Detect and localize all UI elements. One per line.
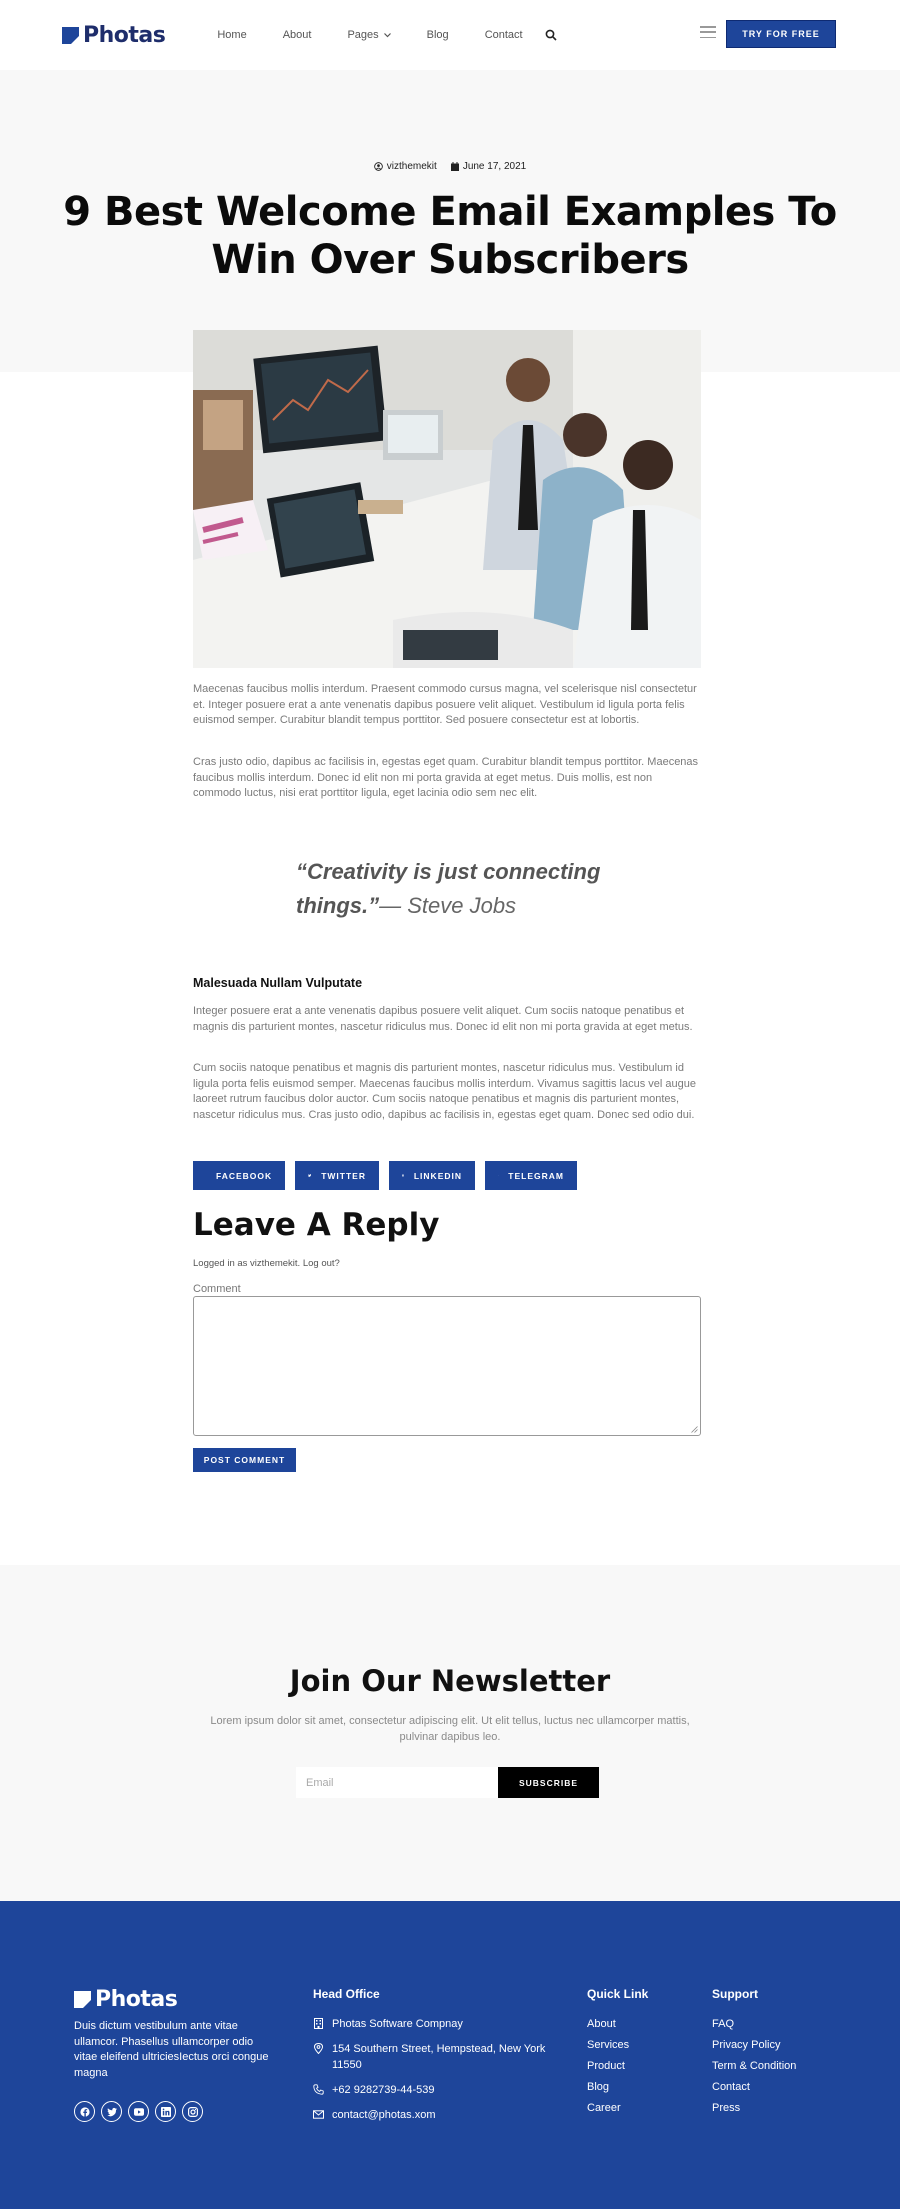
newsletter-title: Join Our Newsletter bbox=[289, 1664, 611, 1698]
comment-textarea[interactable] bbox=[193, 1296, 701, 1436]
instagram-link[interactable] bbox=[182, 2101, 203, 2122]
newsletter-section bbox=[0, 1565, 900, 1901]
resize-handle-icon[interactable] bbox=[691, 1426, 698, 1433]
nav-about[interactable] bbox=[265, 29, 330, 41]
footer-about: Duis dictum vestibulum ante vitae ullamcor. Phasellus ullamcorper odio vitae eleifend ultriciesIectus orci congue magna bbox=[74, 2020, 269, 2079]
share-facebook-button[interactable] bbox=[193, 1161, 285, 1190]
instagram-icon bbox=[188, 2107, 198, 2117]
company-name: Photas Software Compnay bbox=[332, 2018, 463, 2030]
linkedin-icon bbox=[402, 1170, 404, 1181]
chevron-down-icon bbox=[384, 33, 391, 38]
company-row bbox=[313, 2016, 553, 2032]
post-comment-button[interactable]: POST COMMENT bbox=[193, 1448, 296, 1472]
support-title: Support bbox=[712, 1987, 758, 2001]
nav-pages-label: Pages bbox=[347, 29, 379, 41]
post-paragraph-4: Cum sociis natoque penatibus et magnis dis parturient montes, nascetur ridiculus mus. Vestibulum id ligula porta felis euismod semper. Maecenas faucibus mollis interdum. Vivamus sagittis lacus vel augue laoreet rutrum faucibus dolor auctor. Cum sociis natoque penatibus et magnis dis parturient montes, nascetur ridiculus mus. Cras justo odio, dapibus ac facilisis in, egestas eget quam. Donec sed odio dui. bbox=[193, 1062, 696, 1121]
share-buttons bbox=[193, 1161, 577, 1190]
head-office-title: Head Office bbox=[313, 1987, 380, 2001]
share-twitter-button[interactable] bbox=[295, 1161, 379, 1190]
facebook-link[interactable] bbox=[74, 2101, 95, 2122]
post-meta bbox=[0, 161, 900, 172]
youtube-link[interactable] bbox=[128, 2101, 149, 2122]
nav-blog-label: Blog bbox=[426, 29, 449, 41]
search-icon[interactable] bbox=[545, 29, 557, 41]
support-privacy[interactable]: Privacy Policy bbox=[712, 2039, 781, 2051]
logo-text: Photas bbox=[83, 22, 166, 48]
post-date-text: June 17, 2021 bbox=[462, 161, 527, 172]
post-date bbox=[451, 161, 526, 172]
logged-in-text[interactable]: Logged in as vizthemekit. Log out? bbox=[193, 1258, 340, 1269]
nav-about-label: About bbox=[282, 29, 312, 41]
post-author[interactable] bbox=[374, 161, 437, 172]
share-telegram-button[interactable] bbox=[485, 1161, 577, 1190]
reply-title: Leave A Reply bbox=[193, 1207, 440, 1243]
nav-home[interactable] bbox=[199, 29, 264, 41]
nav-contact[interactable] bbox=[467, 29, 541, 41]
share-linkedin-label: LINKEDIN bbox=[413, 1170, 462, 1181]
linkedin-link[interactable] bbox=[155, 2101, 176, 2122]
nav-contact-label: Contact bbox=[484, 29, 523, 41]
try-free-button[interactable]: TRY FOR FREE bbox=[726, 20, 836, 48]
quick-link-blog[interactable]: Blog bbox=[587, 2081, 610, 2093]
support-terms[interactable]: Term & Condition bbox=[712, 2060, 797, 2072]
nav-blog[interactable] bbox=[409, 29, 467, 41]
quick-link-about[interactable]: About bbox=[587, 2018, 616, 2030]
nav-pages[interactable] bbox=[329, 29, 408, 41]
phone-text: +62 9282739-44-539 bbox=[332, 2084, 435, 2096]
comment-label: Comment bbox=[193, 1283, 241, 1295]
share-facebook-label: FACEBOOK bbox=[216, 1170, 273, 1181]
quick-link-title: Quick Link bbox=[587, 1987, 649, 2001]
youtube-icon bbox=[134, 2107, 144, 2117]
office-team-illustration bbox=[193, 330, 701, 668]
support-press[interactable]: Press bbox=[712, 2102, 741, 2114]
post-title: 9 Best Welcome Email Examples To Win Over Subscribers bbox=[63, 189, 837, 283]
post-hero bbox=[0, 70, 900, 372]
share-telegram-label: TELEGRAM bbox=[508, 1170, 564, 1181]
post-paragraph-2: Cras justo odio, dapibus ac facilisis in, egestas eget quam. Curabitur blandit tempus porttitor. Maecenas faucibus mollis interdum. Donec id elit non mi porta gravida at eget metus. Duis mollis, est non commodo luctus, nisi erat porttitor ligula, eget lacinia odio sem nec elit. bbox=[193, 756, 699, 799]
email-input[interactable]: Email bbox=[296, 1767, 498, 1798]
user-icon bbox=[374, 162, 383, 171]
site-logo[interactable] bbox=[62, 23, 165, 48]
address-text: 154 Southern Street, Hempstead, New York 11550 bbox=[332, 2043, 546, 2071]
email-row[interactable] bbox=[313, 2107, 553, 2123]
address-row bbox=[313, 2041, 553, 2073]
quick-link-product[interactable]: Product bbox=[587, 2060, 625, 2072]
support-list bbox=[712, 2017, 796, 2122]
twitter-icon bbox=[107, 2107, 117, 2117]
post-subheading: Malesuada Nullam Vulputate bbox=[193, 976, 363, 990]
social-links bbox=[74, 2101, 203, 2122]
email-text: contact@photas.xom bbox=[332, 2109, 436, 2121]
menu-icon[interactable] bbox=[700, 26, 716, 38]
blockquote bbox=[296, 855, 616, 923]
location-pin-icon bbox=[313, 2043, 324, 2054]
support-contact[interactable]: Contact bbox=[712, 2081, 750, 2093]
head-office-info bbox=[313, 2016, 553, 2132]
twitter-link[interactable] bbox=[101, 2101, 122, 2122]
calendar-icon bbox=[451, 162, 459, 171]
newsletter-subtitle: Lorem ipsum dolor sit amet, consectetur adipiscing elit. Ut elit tellus, luctus nec ullamcorper mattis, pulvinar dapibus leo. bbox=[210, 1715, 690, 1743]
site-footer bbox=[0, 1901, 900, 2209]
quick-link-career[interactable]: Career bbox=[587, 2102, 621, 2114]
share-twitter-label: TWITTER bbox=[321, 1170, 366, 1181]
site-header bbox=[0, 0, 900, 70]
support-faq[interactable]: FAQ bbox=[712, 2018, 735, 2030]
phone-icon bbox=[313, 2084, 324, 2095]
nav-home-label: Home bbox=[217, 29, 247, 41]
logo-mark-icon bbox=[62, 27, 79, 44]
quick-link-list bbox=[587, 2017, 629, 2122]
twitter-icon bbox=[308, 1170, 311, 1181]
post-paragraph-1: Maecenas faucibus mollis interdum. Praesent commodo cursus magna, vel scelerisque nisl consectetur et. Integer posuere erat a ante venenatis dapibus posuere velit aliquet. Vestibulum id ligula porta felis euismod semper. Curabitur blandit tempus porttitor. Sed posuere consectetur est at lobortis. bbox=[193, 683, 697, 726]
featured-image bbox=[193, 330, 701, 668]
phone-row[interactable] bbox=[313, 2082, 553, 2098]
subscribe-button[interactable]: SUBSCRIBE bbox=[498, 1767, 599, 1798]
post-author-name: vizthemekit bbox=[386, 161, 437, 172]
quote-author: — Steve Jobs bbox=[379, 893, 517, 918]
post-paragraph-3: Integer posuere erat a ante venenatis dapibus posuere velit aliquet. Cum sociis natoque penatibus et magnis dis parturient montes, nascetur ridiculus mus. Donec id elit non mi porta gravida at eget metus. bbox=[193, 1005, 693, 1033]
footer-logo-text: Photas bbox=[95, 1987, 178, 2012]
main-nav bbox=[199, 29, 556, 41]
logo-mark-icon bbox=[74, 1991, 91, 2008]
facebook-icon bbox=[80, 2107, 90, 2117]
linkedin-icon bbox=[161, 2107, 171, 2117]
footer-logo[interactable] bbox=[74, 1987, 177, 2012]
mail-icon bbox=[313, 2109, 324, 2120]
quote-text: “Creativity is just connecting things.” bbox=[296, 859, 601, 918]
share-linkedin-button[interactable] bbox=[389, 1161, 475, 1190]
quick-link-services[interactable]: Services bbox=[587, 2039, 630, 2051]
building-icon bbox=[313, 2018, 324, 2029]
newsletter-form bbox=[296, 1767, 599, 1798]
